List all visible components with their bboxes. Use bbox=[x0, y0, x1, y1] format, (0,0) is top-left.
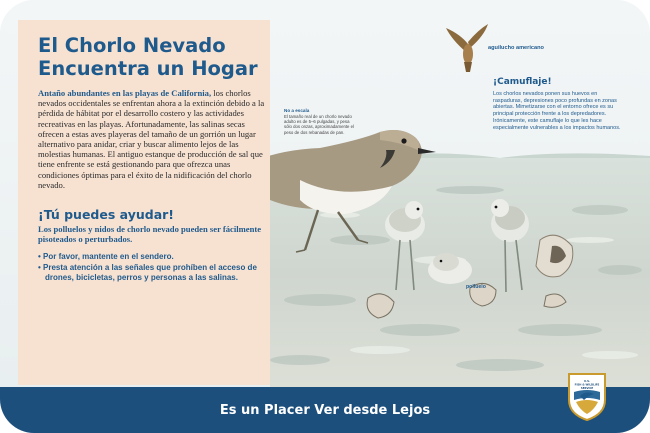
help-heading: ¡Tú puedes ayudar! bbox=[38, 207, 174, 222]
help-bullet: • Presta atención a las señales que prohíben el acceso de drones, bicicletas, perros y personas a las salinas. bbox=[38, 262, 257, 282]
svg-text:SERVICE: SERVICE bbox=[580, 387, 594, 390]
svg-text:FISH & WILDLIFE: FISH & WILDLIFE bbox=[574, 383, 600, 387]
intro-paragraph bbox=[38, 88, 268, 190]
help-text: Los polluelos y nidos de chorlo nevado pueden ser fácilmente pisoteados o perturbados. bbox=[38, 224, 262, 245]
hawk-label: aguilucho americano bbox=[488, 45, 544, 51]
intro-lead: Antaño abundantes en las playas de California, bbox=[38, 88, 212, 98]
footer-slogan: Es un Placer Ver desde Lejos bbox=[219, 403, 431, 418]
badge-text: U.S. bbox=[584, 380, 590, 383]
usfws-badge-icon bbox=[566, 370, 608, 422]
intro-body: los chorlos nevados occidentales se enfrentan ahora a la extinción debido a la pérdida de hábitat por el desarrollo costero y las actividades recreativas en las playas. Afortunadamente, las salinas secas ofrecen a estas aves playeras del tamaño de un gorrión un lugar alternativo para anidar, criar y buscar alimento lejos de las molestias humanas. El antiguo estanque de producción de sal que tiene enfrente se está gestionando para que ofrezca unas condiciones óptimas para el éxito de la nidificación del chorlo nevado. bbox=[38, 88, 265, 190]
sign-title: El Chorlo Nevado Encuentra un Hogar bbox=[38, 34, 258, 80]
chick-label: polluelo bbox=[466, 284, 486, 290]
scale-note-text: El tamaño real de un chorlo nevado adulto es de 5–6 pulgadas, y pesa sólo dos onzas, aproximadamente el peso de dos rebanadas de pan. bbox=[284, 114, 354, 135]
camouflage-heading: ¡Camuflaje! bbox=[493, 77, 552, 87]
help-bullet: • Por favor, mantente en el sendero. bbox=[38, 252, 174, 261]
help-bullet-list bbox=[38, 252, 270, 283]
scale-note-title: No a escala bbox=[284, 108, 310, 113]
camouflage-text: Los chorlos nevados ponen sus huevos en raspaduras, depresiones poco profundas en zonas abiertas. Mimetizarse con el entorno ofrece es su principal protección frente a los depredadores. Irónicamente, este camuflaje lo que les hace especialmente vulnerables a los impactos humanos. bbox=[493, 91, 621, 131]
